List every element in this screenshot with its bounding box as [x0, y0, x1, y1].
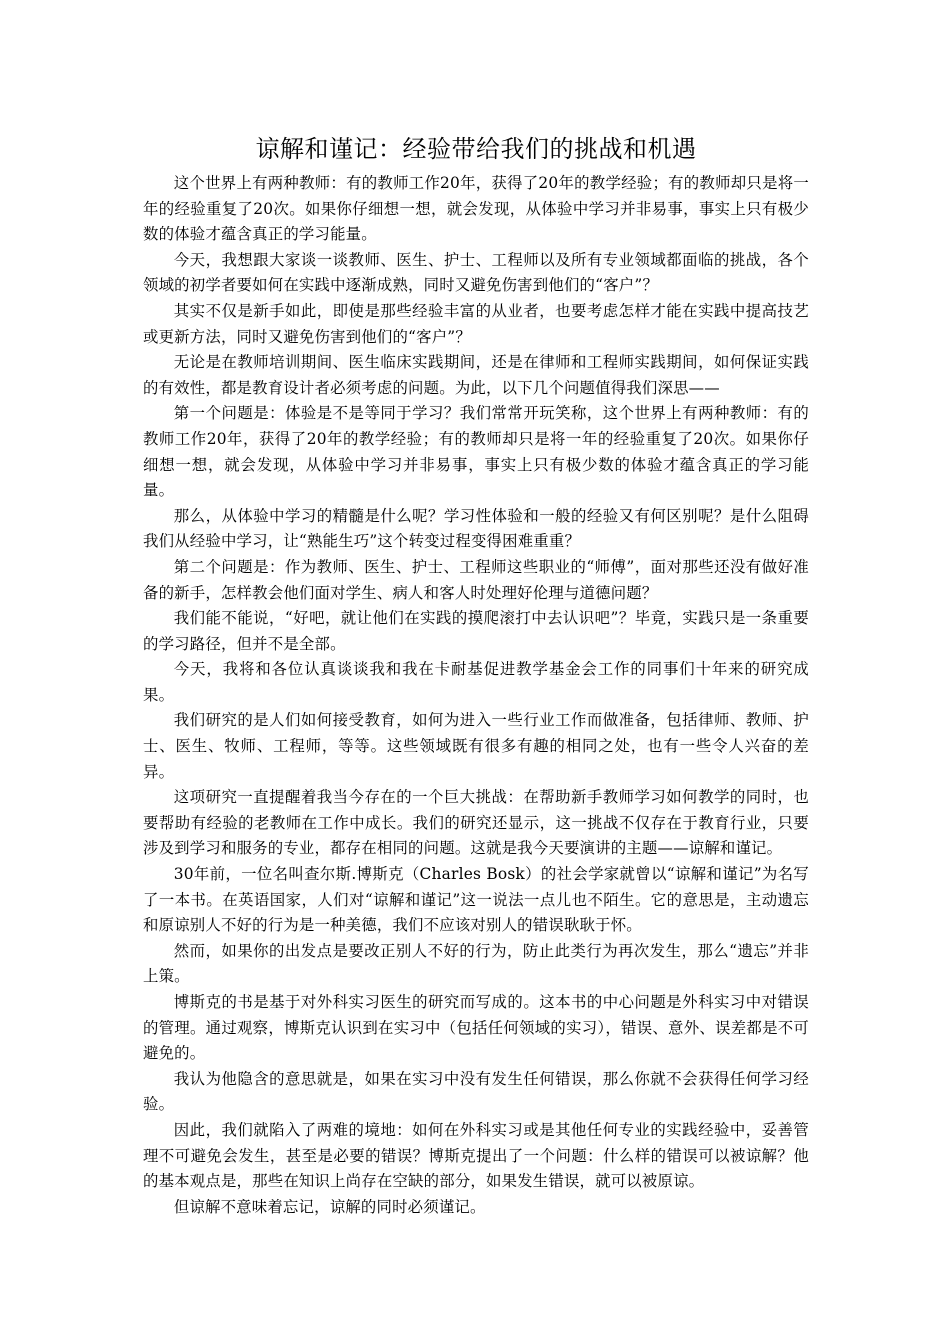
paragraph: 博斯克的书是基于对外科实习医生的研究而写成的。这本书的中心问题是外科实习中对错误的管理。通过观察，博斯克认识到在实习中（包括任何领域的实习），错误、意外、误差都是不可避免的。: [143, 993, 809, 1063]
paragraph: 其实不仅是新手如此，即使是那些经验丰富的从业者，也要考虑怎样才能在实践中提高技艺或更新方法，同时又避免伤害到他们的“客户”？: [143, 301, 809, 346]
paragraph: 我们能不能说，“好吧，就让他们在实践的摸爬滚打中去认识吧”？毕竟，实践只是一条重要的学习路径，但并不是全部。: [143, 609, 809, 653]
paragraph: 今天，我想跟大家谈一谈教师、医生、护士、工程师以及所有专业领域都面临的挑战，各个领域的初学者要如何在实践中逐渐成熟，同时又避免伤害到他们的“客户”？: [143, 250, 809, 295]
paragraph: 因此，我们就陷入了两难的境地：如何在外科实习或是其他任何专业的实践经验中，妥善管理不可避免会发生，甚至是必要的错误？博斯克提出了一个问题：什么样的错误可以被谅解？他的基本观点是，那些在知识上尚存在空缺的部分，如果发生错误，就可以被原谅。: [143, 1120, 809, 1191]
document-title: 谅解和谨记：经验带给我们的挑战和机遇: [255, 135, 697, 163]
paragraph: 这项研究一直提醒着我当今存在的一个巨大挑战：在帮助新手教师学习如何教学的同时，也要帮助有经验的老教师在工作中成长。我们的研究还显示，这一挑战不仅存在于教育行业，只要涉及到学习和服务的专业，都存在相同的问题。这就是我今天要演讲的主题——谅解和谨记。: [143, 788, 809, 858]
paragraph: 第一个问题是：体验是不是等同于学习？我们常常开玩笑称，这个世界上有两种教师：有的教师工作20年，获得了20年的教学经验；有的教师却只是将一年的经验重复了20次。如果你仔细想一想，就会发现，从体验中学习并非易事，事实上只有极少数的体验才蕴含真正的学习能量。: [143, 404, 809, 500]
paragraph: 那么，从体验中学习的精髓是什么呢？学习性体验和一般的经验又有何区别呢？是什么阻碍我们从经验中学习，让“熟能生巧”这个转变过程变得困难重重？: [143, 506, 809, 551]
paragraph: 这个世界上有两种教师：有的教师工作20年，获得了20年的教学经验；有的教师却只是将一年的经验重复了20次。如果你仔细想一想，就会发现，从体验中学习并非易事，事实上只有极少数的体验才蕴含真正的学习能量。: [143, 174, 809, 244]
paragraph: 然而，如果你的出发点是要改正别人不好的行为，防止此类行为再次发生，那么“遗忘”并非上策。: [143, 941, 809, 986]
paragraph: 第二个问题是：作为教师、医生、护士、工程师这些职业的“师傅”，面对那些还没有做好准备的新手，怎样教会他们面对学生、病人和客人时处理好伦理与道德问题？: [143, 557, 809, 602]
paragraph: 我认为他隐含的意思就是，如果在实习中没有发生任何错误，那么你就不会获得任何学习经验。: [143, 1069, 809, 1114]
paragraph: 无论是在教师培训期间、医生临床实践期间，还是在律师和工程师实践期间，如何保证实践的有效性，都是教育设计者必须考虑的问题。为此，以下几个问题值得我们深思——: [143, 353, 809, 397]
paragraph: 30年前，一位名叫查尔斯.博斯克（Charles Bosk）的社会学家就曾以“谅解和谨记”为名写了一本书。在英语国家，人们对“谅解和谨记”这一说法一点儿也不陌生。它的意思是，主动遗忘和原谅别人不好的行为是一种美德，我们不应该对别人的错误耿耿于怀。: [143, 865, 809, 935]
paragraph: 我们研究的是人们如何接受教育，如何为进入一些行业工作而做准备，包括律师、教师、护士、医生、牧师、工程师，等等。这些领域既有很多有趣的相同之处，也有一些令人兴奋的差异。: [143, 711, 809, 781]
paragraph: 今天，我将和各位认真谈谈我和我在卡耐基促进教学基金会工作的同事们十年来的研究成果。: [143, 660, 809, 704]
document-page: [143, 132, 809, 1220]
paragraph: 但谅解不意味着忘记，谅解的同时必须谨记。: [173, 1197, 486, 1216]
